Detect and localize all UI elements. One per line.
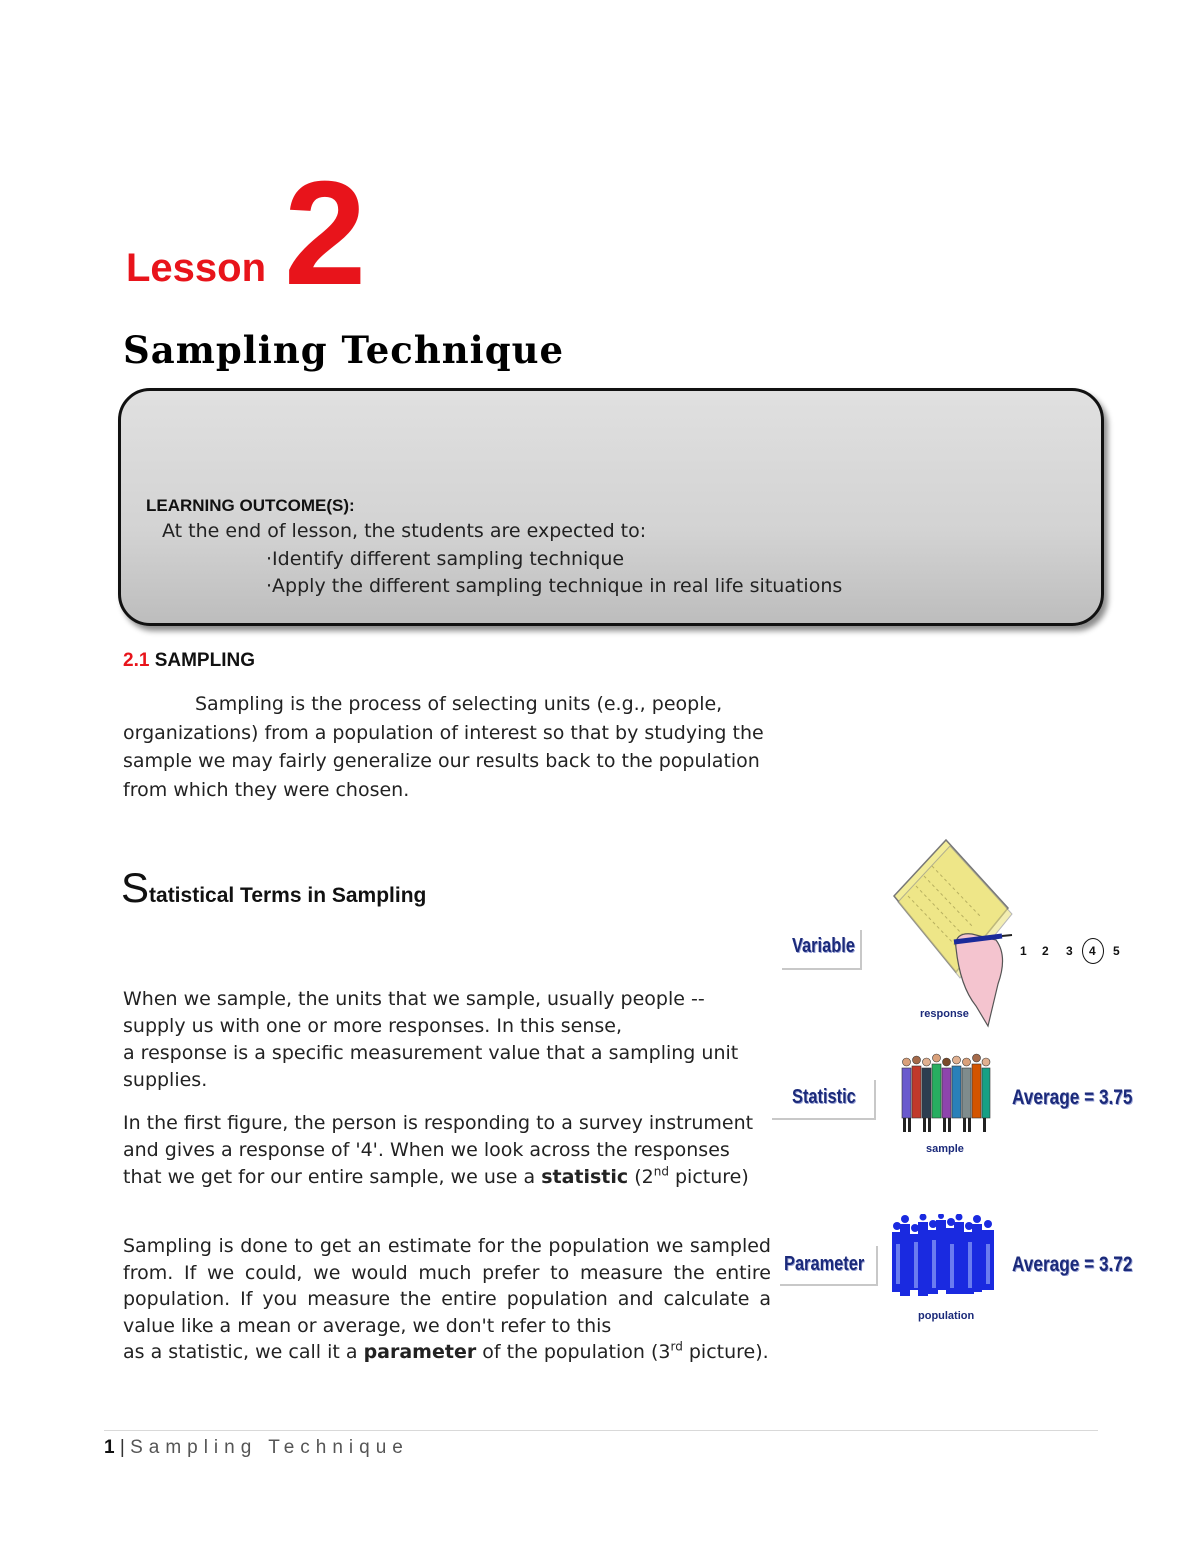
sampling-paragraph: Sampling is the process of selecting units (e.g., people, organizations) from a population of interest so that by studying the sample we may fairly generalize our results back to the population from which they were chosen. <box>123 693 764 801</box>
response-paragraph: When we sample, the units that we sample, usually people -- supply us with one or more responses. In this sense, a response is a specific measurement value that a sampling unit supplies. <box>123 988 739 1091</box>
sample-people-icon <box>900 1050 992 1136</box>
lesson-number: 2 <box>284 151 363 316</box>
page-number: 1 <box>104 1437 115 1458</box>
outcome-heading: LEARNING OUTCOME(S): <box>146 496 355 515</box>
population-crowd-icon <box>890 1214 998 1306</box>
scale-option: 2 <box>1042 944 1049 958</box>
sample-caption: sample <box>926 1143 964 1155</box>
variable-label: Variable <box>792 935 855 957</box>
parameter-paragraph: Sampling is done to get an estimate for the population we sampled from. If we could, we would much prefer to measure the entire population. If you measure the entire population and calculate a value like a mean or average, we don't refer to this as a statistic, we call it a parameter of the population (3rd picture). <box>123 1235 771 1363</box>
statistic-paragraph: In the first figure, the person is responding to a survey instrument and gives a response of '4'. When we look across the responses that we get for our entire sample, we use a statistic (2nd picture) <box>123 1112 754 1188</box>
outcome-intro: At the end of lesson, the students are expected to: <box>162 520 647 542</box>
bullet-dot-icon: · <box>266 548 273 570</box>
outcome-bullet: ·Identify different sampling technique <box>266 548 625 570</box>
page-title: Sampling Technique <box>123 328 565 372</box>
statistic-label: Statistic <box>792 1086 856 1108</box>
bullet-dot-icon: · <box>266 575 273 597</box>
lesson-label: Lesson <box>126 246 267 290</box>
scale-option: 3 <box>1066 944 1073 958</box>
section-heading <box>123 650 255 672</box>
scale-option: 5 <box>1113 944 1120 958</box>
footer-title: Sampling Technique <box>130 1437 409 1458</box>
page-footer: 1 | Sampling Technique <box>104 1437 409 1458</box>
parameter-label: Parameter <box>784 1253 865 1275</box>
population-caption: population <box>918 1310 975 1322</box>
section-number: 2.1 <box>123 650 150 671</box>
outcome-bullet: ·Apply the different sampling technique in real life situations <box>266 575 843 597</box>
parameter-average: Average = 3.72 <box>1012 1253 1133 1276</box>
section-title: SAMPLING <box>154 650 255 671</box>
response-caption: response <box>920 1008 969 1020</box>
survey-paper-hand-icon <box>884 836 1024 1028</box>
statistic-average: Average = 3.75 <box>1012 1086 1133 1109</box>
scale-option: 1 <box>1020 944 1027 958</box>
scale-option: 4 <box>1089 944 1096 958</box>
footer-divider <box>104 1430 1098 1431</box>
terms-heading: Statistical Terms in Sampling <box>121 864 427 911</box>
drop-letter: S <box>121 864 150 911</box>
